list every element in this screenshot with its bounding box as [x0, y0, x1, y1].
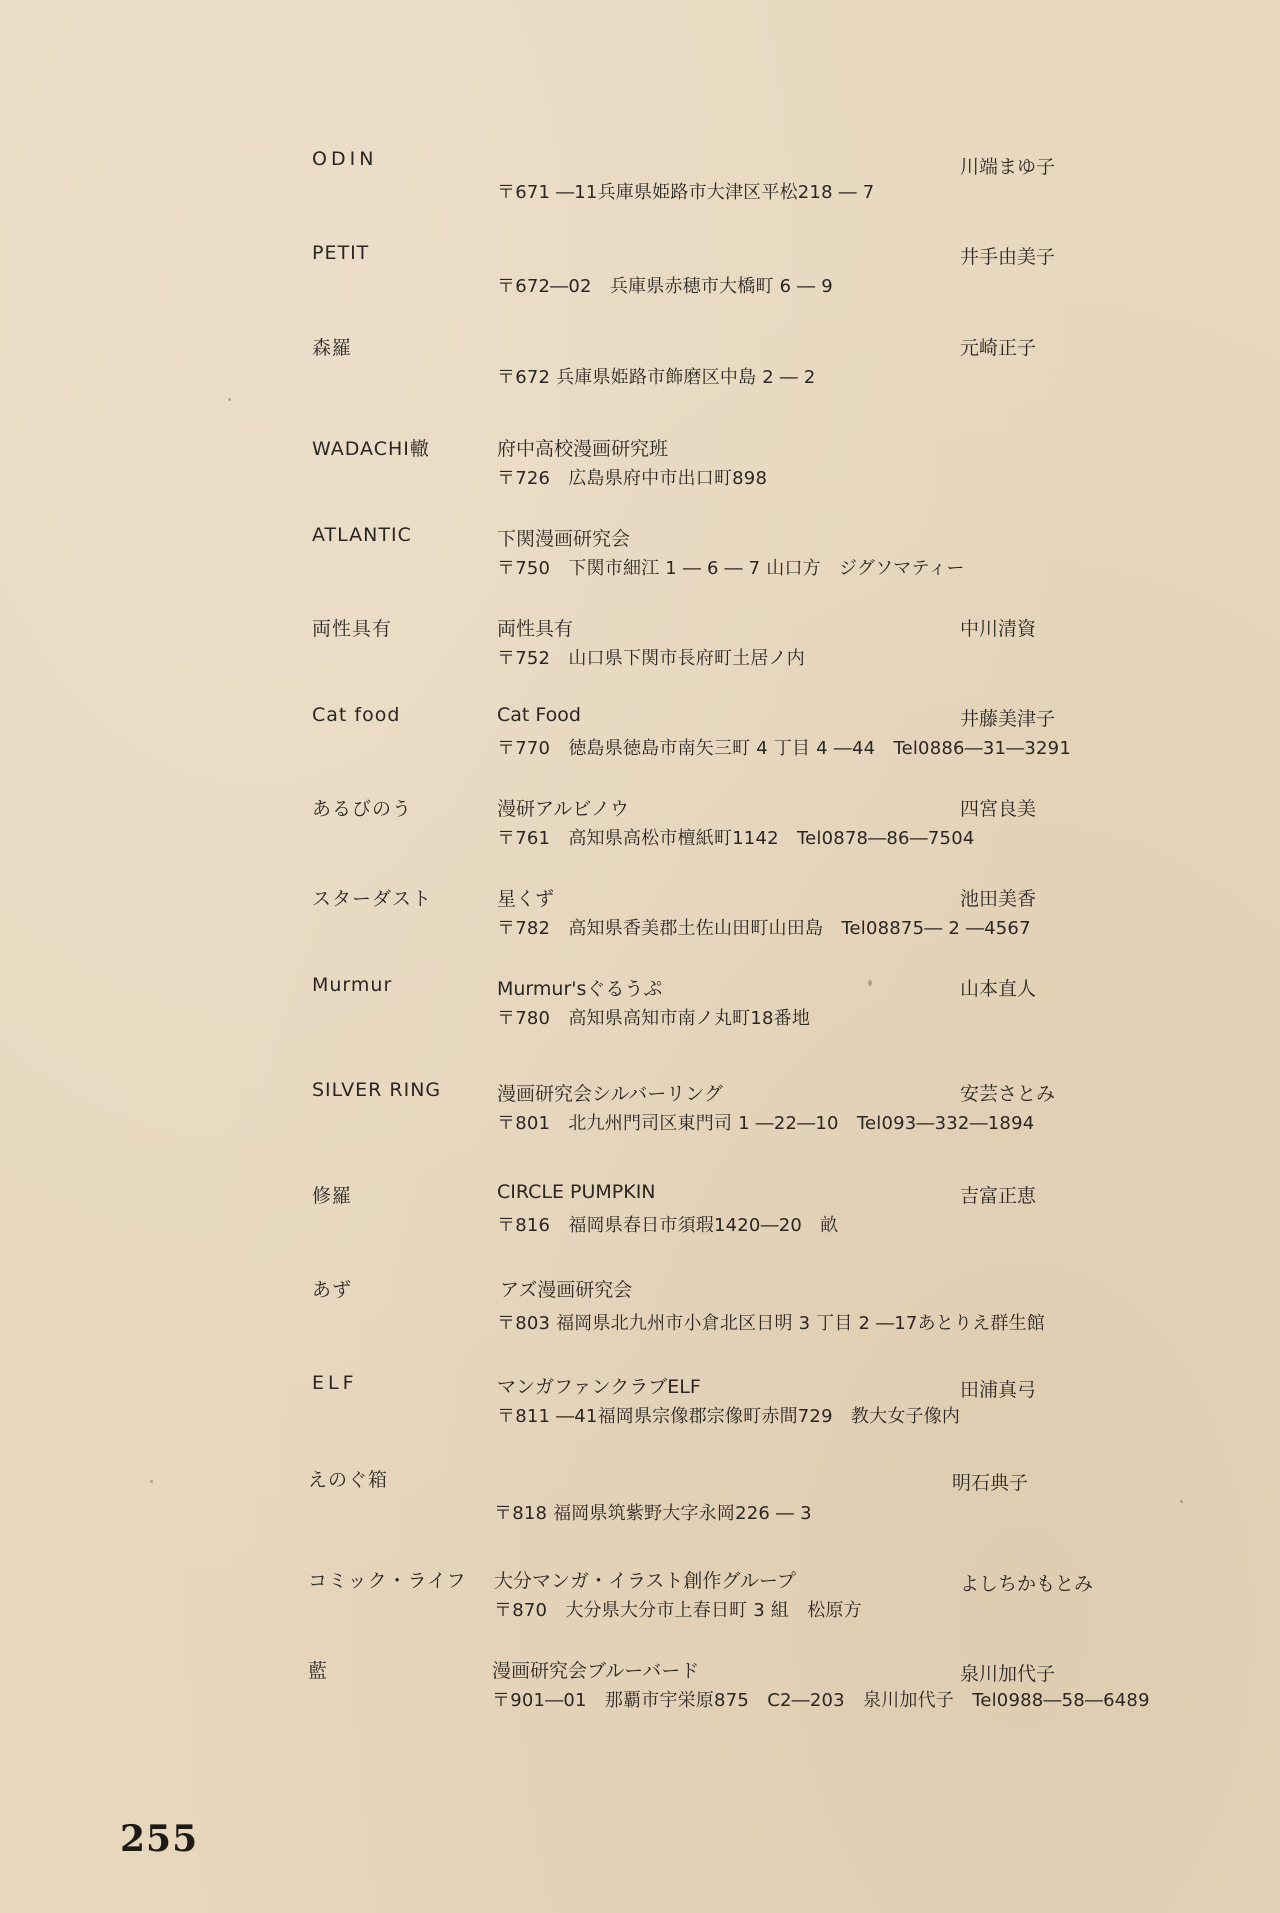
circle-name: 両性具有: [312, 618, 393, 640]
page-number: 255: [120, 1818, 199, 1860]
address: 〒770 徳島県徳島市南矢三町 4 丁目 4 ―44 Tel0886―31―3291: [497, 738, 1071, 759]
address: 〒752 山口県下関市長府町土居ノ内: [497, 648, 805, 669]
organization-name: 下関漫画研究会: [497, 528, 631, 550]
circle-name: 修羅: [312, 1185, 353, 1207]
circle-name: ELF: [312, 1372, 358, 1394]
address: 〒761 高知県高松市檀紙町1142 Tel0878―86―7504: [497, 828, 975, 849]
organization-name: CIRCLE PUMPKIN: [497, 1181, 656, 1203]
paper-speck: [868, 980, 872, 986]
contact-person: 田浦真弓: [960, 1379, 1037, 1401]
circle-name: 森羅: [312, 337, 353, 359]
contact-person: 井藤美津子: [960, 708, 1056, 730]
organization-name: マンガファンクラブELF: [497, 1376, 701, 1398]
paper-speck: [150, 1480, 153, 1483]
organization-name: アズ漫画研究会: [500, 1279, 633, 1301]
organization-name: Cat Food: [497, 704, 581, 726]
address: 〒726 広島県府中市出口町898: [497, 468, 768, 489]
contact-person: 井手由美子: [960, 246, 1056, 268]
address: 〒782 高知県香美郡土佐山田町山田島 Tel08875― 2 ―4567: [497, 918, 1031, 939]
address: 〒672―02 兵庫県赤穂市大橋町 6 ― 9: [497, 276, 833, 297]
circle-name: ATLANTIC: [312, 524, 412, 546]
address: 〒901―01 那覇市宇栄原875 C2―203 泉川加代子 Tel0988―58―6489: [492, 1690, 1150, 1711]
contact-person: 中川清資: [960, 618, 1037, 640]
organization-name: 大分マンガ・イラスト創作グループ: [494, 1570, 796, 1592]
contact-person: 元崎正子: [960, 337, 1037, 359]
address: 〒750 下関市細江 1 ― 6 ― 7 山口方 ジグソマティー: [497, 558, 965, 579]
circle-name: コミック・ライフ: [308, 1570, 467, 1592]
organization-name: 府中高校漫画研究班: [497, 438, 669, 460]
contact-person: 明石典子: [952, 1472, 1029, 1494]
circle-name: SILVER RING: [312, 1079, 442, 1101]
contact-person: 安芸さとみ: [960, 1083, 1056, 1105]
address: 〒870 大分県大分市上春日町 3 組 松原方: [494, 1600, 862, 1621]
circle-name: PETIT: [312, 242, 370, 264]
organization-name: 漫画研究会ブルーバード: [492, 1660, 700, 1682]
circle-name: Cat food: [312, 704, 401, 726]
contact-person: 池田美香: [960, 888, 1037, 910]
contact-person: 山本直人: [960, 978, 1037, 1000]
address: 〒803 福岡県北九州市小倉北区日明 3 丁目 2 ―17あとりえ群生館: [497, 1313, 1045, 1334]
address: 〒811 ―41福岡県宗像郡宗像町赤間729 教大女子像内: [497, 1406, 961, 1427]
contact-person: よしちかもとみ: [960, 1573, 1094, 1595]
contact-person: 泉川加代子: [960, 1663, 1056, 1685]
circle-name: スターダスト: [312, 888, 433, 910]
contact-person: 四宮良美: [960, 798, 1037, 820]
paper-speck: [1180, 1500, 1183, 1503]
organization-name: 両性具有: [497, 618, 574, 640]
circle-name: Murmur: [312, 974, 393, 996]
contact-person: 川端まゆ子: [960, 156, 1056, 178]
organization-name: 星くず: [497, 888, 555, 910]
circle-name: WADACHI轍: [312, 438, 430, 460]
circle-name: あるびのう: [312, 798, 413, 820]
organization-name: Murmur'sぐるうぷ: [497, 978, 663, 1000]
organization-name: 漫画研究会シルバーリング: [497, 1083, 723, 1105]
circle-name: えのぐ箱: [308, 1469, 389, 1491]
address: 〒780 高知県高知市南ノ丸町18番地: [497, 1008, 811, 1029]
circle-name: 藍: [308, 1660, 329, 1682]
address: 〒818 福岡県筑紫野大字永岡226 ― 3: [494, 1503, 812, 1524]
circle-name: あず: [312, 1279, 353, 1301]
address: 〒671 ―11兵庫県姫路市大津区平松218 ― 7: [497, 182, 875, 203]
contact-person: 吉富正恵: [960, 1185, 1037, 1207]
circle-name: ODIN: [312, 148, 378, 170]
organization-name: 漫研アルビノウ: [497, 798, 630, 820]
paper-speck: [228, 398, 231, 401]
address: 〒672 兵庫県姫路市飾磨区中島 2 ― 2: [497, 367, 816, 388]
address: 〒816 福岡県春日市須瑕1420―20 畝: [497, 1215, 839, 1236]
address: 〒801 北九州門司区東門司 1 ―22―10 Tel093―332―1894: [497, 1113, 1035, 1134]
